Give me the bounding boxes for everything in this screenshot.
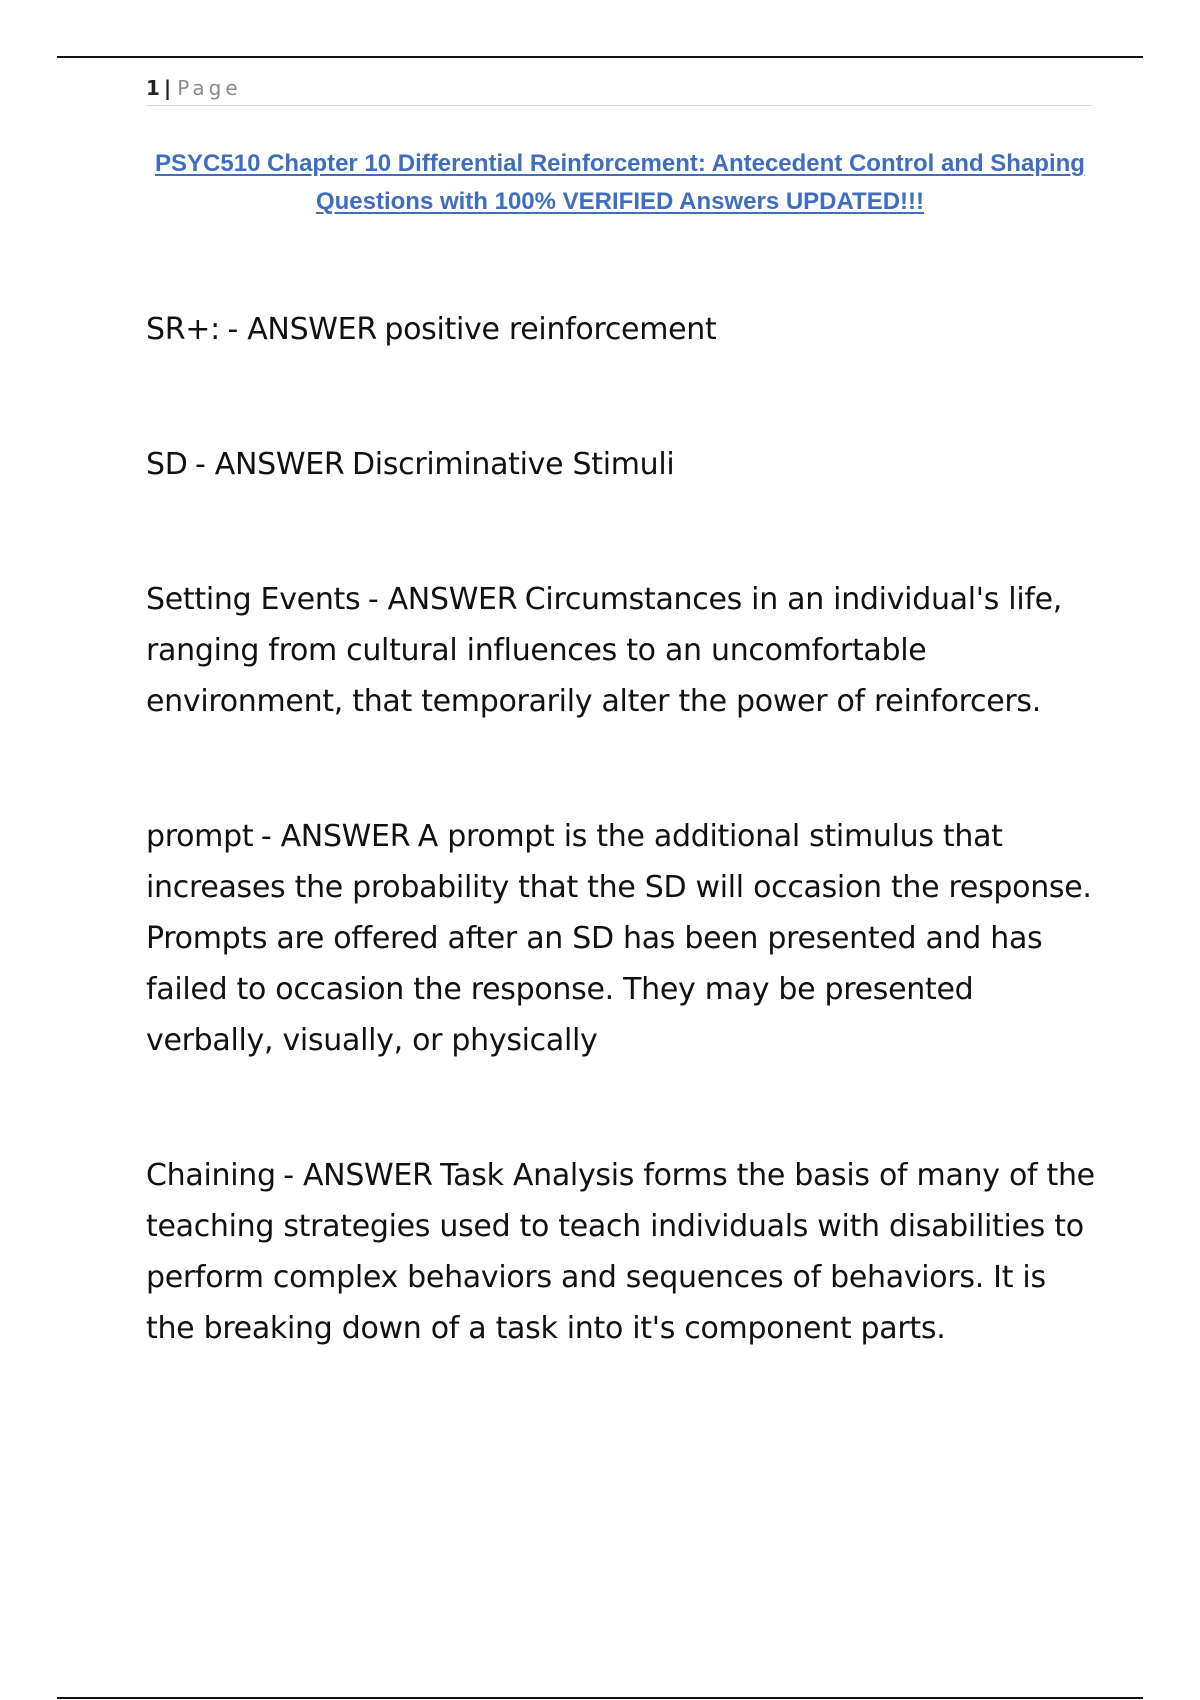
qa-answer: Discriminative Stimuli [351, 447, 675, 482]
qa-item-setting-events [146, 574, 1096, 727]
qa-answer: Task Analysis forms the basis of many of the teaching strategies used to teach individuals with disabilities to perform complex behaviors and sequences of behaviors. It is the breaking down of a task into it's component parts. [146, 1158, 1095, 1346]
qa-item-sr-plus [146, 304, 1096, 355]
qa-item-sd [146, 439, 1096, 490]
qa-item-chaining [146, 1150, 1096, 1354]
page-number: 1 [146, 76, 160, 100]
qa-answer-marker: - ANSWER [260, 819, 411, 854]
qa-answer-marker: - ANSWER [227, 312, 377, 347]
qa-answer: positive reinforcement [384, 312, 717, 347]
document-title: PSYC510 Chapter 10 Differential Reinforcement: Antecedent Control and Shaping Questions with 100% VERIFIED Answers UPDATED!!! [155, 150, 1085, 215]
qa-answer: A prompt is the additional stimulus that increases the probability that the SD will occasion the response. Prompts are offered after an SD has been presented and has failed to occasion the response. They may be presented verbally, visually, or physically [146, 819, 1092, 1058]
qa-answer: Circumstances in an individual's life, ranging from cultural influences to an uncomfortable environment, that temporarily alter the power of reinforcers. [146, 582, 1063, 719]
page-separator: | [163, 76, 172, 100]
qa-answer-marker: - ANSWER [195, 447, 345, 482]
page-header [146, 74, 1092, 106]
qa-term: Setting Events [146, 582, 361, 617]
qa-term: SR+: [146, 312, 220, 347]
qa-answer-marker: - ANSWER [283, 1158, 433, 1193]
qa-list [146, 304, 1096, 1438]
qa-item-prompt [146, 811, 1096, 1066]
top-rule [57, 56, 1143, 58]
qa-term: prompt [146, 819, 254, 854]
bottom-rule [57, 1697, 1143, 1699]
qa-term: Chaining [146, 1158, 276, 1193]
qa-term: SD [146, 447, 188, 482]
qa-answer-marker: - ANSWER [367, 582, 518, 617]
page-label: Page [177, 76, 242, 100]
